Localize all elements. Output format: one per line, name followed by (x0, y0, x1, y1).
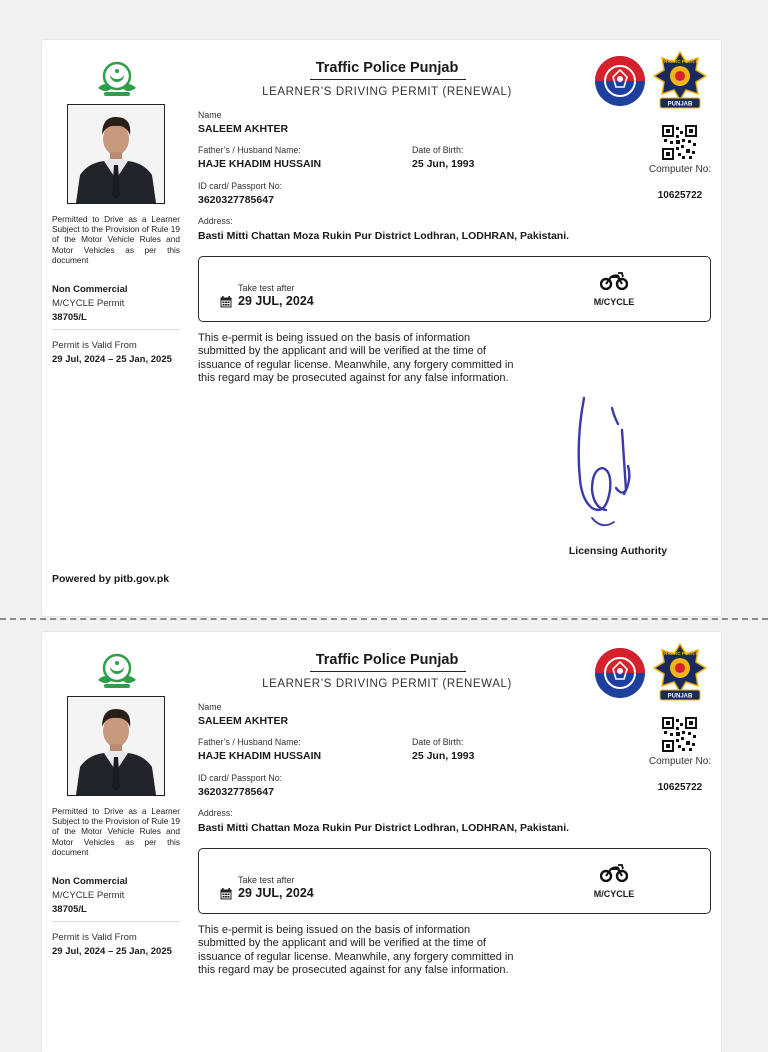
powered-by: Powered by pitb.gov.pk (52, 573, 170, 585)
applicant-portrait-image (68, 105, 164, 203)
permitted-note: Permitted to Drive as a Learner Subject to the Provision of Rule 19 of the Motor Vehicle Rules and Motor Vehicles as per this document (52, 806, 180, 857)
applicant-photo (67, 104, 165, 204)
test-date: 29 JUL, 2024 (238, 886, 314, 900)
address-label: Address: (198, 808, 233, 818)
punjab-emblem-icon (94, 58, 140, 100)
applicant-portrait-image (68, 697, 164, 795)
permit-subtitle: LEARNER’S DRIVING PERMIT (RENEWAL) (262, 678, 512, 690)
dob-value: 25 Jun, 1993 (412, 750, 475, 762)
father-label: Father’s / Husband Name: (198, 145, 301, 155)
title-underline (310, 671, 466, 672)
traffic-police-badge-icon (652, 642, 708, 702)
calendar-icon (220, 888, 232, 900)
permit-card-bottom (42, 632, 721, 1052)
motorcycle-icon (600, 862, 628, 882)
police-badge-icon (594, 55, 646, 107)
motorcycle-icon (600, 270, 628, 290)
name-label: Name (198, 702, 222, 712)
applicant-photo (67, 696, 165, 796)
qr-code-icon (662, 717, 697, 752)
permit-title: Traffic Police Punjab (315, 60, 459, 76)
title-underline (310, 79, 466, 80)
address-value: Basti Mitti Chattan Moza Rukin Pur District Lodhran, LODHRAN, Pakistani. (198, 822, 570, 834)
id-value: 3620327785647 (198, 786, 274, 798)
valid-range: 29 Jul, 2024 – 25 Jan, 2025 (52, 946, 172, 957)
test-date: 29 JUL, 2024 (238, 294, 314, 308)
dob-value: 25 Jun, 1993 (412, 158, 475, 170)
permit-card-top (42, 40, 721, 616)
address-value: Basti Mitti Chattan Moza Rukin Pur District Lodhran, LODHRAN, Pakistani. (198, 230, 570, 242)
vehicle-label: M/CYCLE (593, 889, 635, 899)
cut-line-divider (0, 618, 768, 620)
permit-title: Traffic Police Punjab (315, 652, 459, 668)
vehicle-label: M/CYCLE (593, 297, 635, 307)
father-value: HAJE KHADIM HUSSAIN (198, 158, 322, 170)
permit-class-title: Non Commercial (52, 876, 128, 887)
disclaimer: This e-permit is being issued on the basis of information submitted by the applicant and will be verified at the time of issuance of regular license. Meanwhile, any forgery committed in this regard may be prosecuted against for any false information. (198, 332, 514, 385)
calendar-icon (220, 296, 232, 308)
computer-no-value: 10625722 (657, 190, 703, 201)
take-test-label: Take test after (238, 283, 295, 293)
police-badge-icon (594, 647, 646, 699)
valid-range: 29 Jul, 2024 – 25 Jan, 2025 (52, 354, 172, 365)
computer-no-value: 10625722 (657, 782, 703, 793)
badge-text-top: TRAFFIC POLICE (661, 59, 699, 64)
badge-text-bottom: PUNJAB (667, 101, 693, 108)
badge-text-top: TRAFFIC POLICE (661, 651, 699, 656)
id-label: ID card/ Passport No: (198, 181, 283, 191)
permit-class-number: 38705/L (52, 312, 87, 323)
dob-label: Date of Birth: (412, 145, 464, 155)
father-value: HAJE KHADIM HUSSAIN (198, 750, 322, 762)
permit-class-number: 38705/L (52, 904, 87, 915)
permit-class-type: M/CYCLE Permit (52, 890, 125, 901)
punjab-emblem-icon (94, 650, 140, 692)
qr-code-icon (662, 125, 697, 160)
permit-class-type: M/CYCLE Permit (52, 298, 125, 309)
valid-label: Permit is Valid From (52, 932, 137, 943)
computer-no-label: Computer No: (648, 756, 712, 767)
take-test-label: Take test after (238, 875, 295, 885)
name-value: SALEEM AKHTER (198, 715, 289, 727)
valid-label: Permit is Valid From (52, 340, 137, 351)
left-divider (52, 329, 180, 330)
computer-no-label: Computer No: (648, 164, 712, 175)
address-label: Address: (198, 216, 233, 226)
permit-class-title: Non Commercial (52, 284, 128, 295)
name-label: Name (198, 110, 222, 120)
badge-text-bottom: PUNJAB (667, 693, 693, 700)
name-value: SALEEM AKHTER (198, 123, 289, 135)
signature-image (562, 390, 652, 540)
father-label: Father’s / Husband Name: (198, 737, 301, 747)
disclaimer: This e-permit is being issued on the basis of information submitted by the applicant and will be verified at the time of issuance of regular license. Meanwhile, any forgery committed in this regard may be prosecuted against for any false information. (198, 924, 514, 977)
id-label: ID card/ Passport No: (198, 773, 283, 783)
permit-subtitle: LEARNER’S DRIVING PERMIT (RENEWAL) (262, 86, 512, 98)
licensing-authority: Licensing Authority (568, 545, 668, 557)
permitted-note: Permitted to Drive as a Learner Subject to the Provision of Rule 19 of the Motor Vehicle Rules and Motor Vehicles as per this document (52, 214, 180, 265)
traffic-police-badge-icon (652, 50, 708, 110)
id-value: 3620327785647 (198, 194, 274, 206)
left-divider (52, 921, 180, 922)
dob-label: Date of Birth: (412, 737, 464, 747)
